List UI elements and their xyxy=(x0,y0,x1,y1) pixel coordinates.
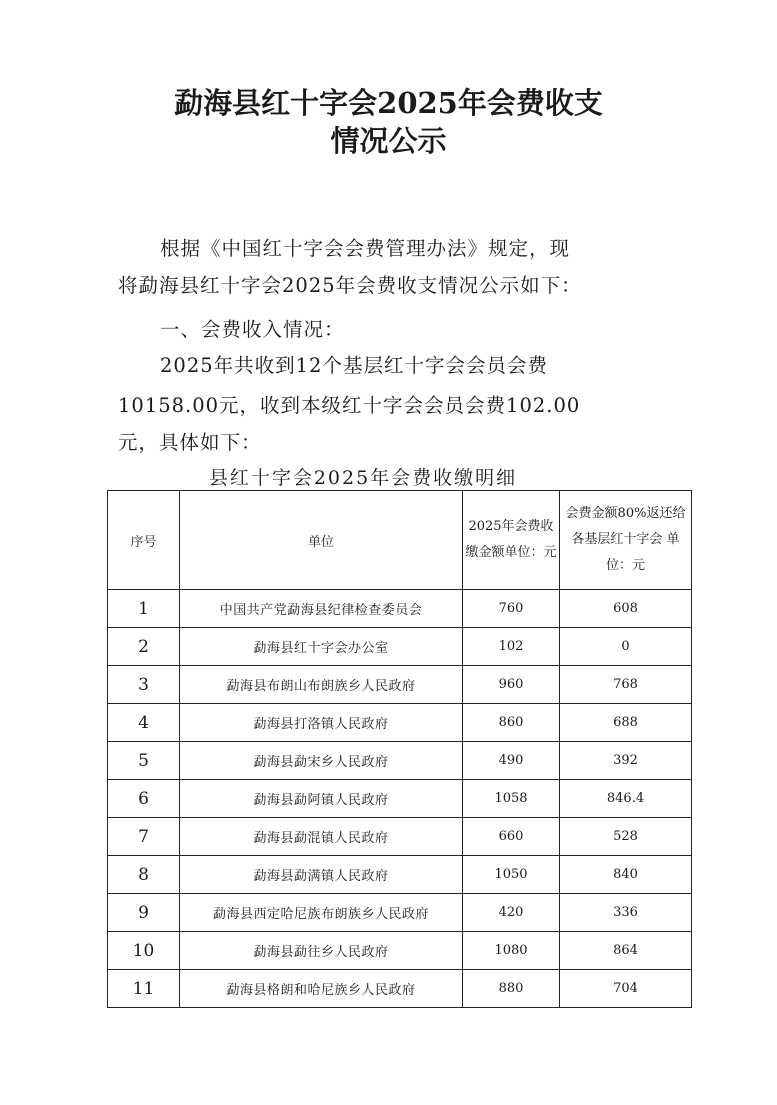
row-index: 8 xyxy=(108,856,180,894)
paragraph-line-2: 将勐海县红十字会2025年会费收支情况公示如下： xyxy=(118,274,582,297)
row-collected: 1050 xyxy=(463,856,560,894)
row-index: 2 xyxy=(108,628,180,666)
paragraph-line-3: 2025年共收到12个基层红十字会会员会费 xyxy=(160,354,548,377)
section-heading-income: 一、会费收入情况： xyxy=(160,318,345,341)
row-returned: 336 xyxy=(560,894,692,932)
row-index: 6 xyxy=(108,780,180,818)
row-index: 3 xyxy=(108,666,180,704)
table-row xyxy=(108,818,692,856)
row-unit: 中国共产党勐海县纪律检查委员会 xyxy=(180,590,463,628)
row-unit: 勐海县勐宋乡人民政府 xyxy=(180,742,463,780)
title-line-2: 情况公示 xyxy=(330,124,447,158)
row-returned: 0 xyxy=(560,628,692,666)
table-row xyxy=(108,666,692,704)
row-index: 4 xyxy=(108,704,180,742)
row-returned: 688 xyxy=(560,704,692,742)
row-returned: 846.4 xyxy=(560,780,692,818)
row-index: 10 xyxy=(108,932,180,970)
table-row xyxy=(108,894,692,932)
paragraph-line-1: 根据《中国红十字会会费管理办法》规定，现 xyxy=(160,237,571,260)
row-returned: 608 xyxy=(560,590,692,628)
row-collected: 420 xyxy=(463,894,560,932)
table-row xyxy=(108,742,692,780)
row-index: 11 xyxy=(108,970,180,1008)
row-collected: 760 xyxy=(463,590,560,628)
row-unit: 勐海县布朗山布朗族乡人民政府 xyxy=(180,666,463,704)
row-index: 1 xyxy=(108,590,180,628)
row-unit: 勐海县勐满镇人民政府 xyxy=(180,856,463,894)
row-unit: 勐海县打洛镇人民政府 xyxy=(180,704,463,742)
header-collected: 2025年会费收缴金额单位：元 xyxy=(463,491,560,590)
table-row xyxy=(108,970,692,1008)
row-collected: 960 xyxy=(463,666,560,704)
row-returned: 768 xyxy=(560,666,692,704)
row-collected: 102 xyxy=(463,628,560,666)
fee-table xyxy=(107,490,692,1008)
document-title xyxy=(0,84,777,160)
paragraph-line-4: 10158.00元，收到本级红十字会会员会费102.00 xyxy=(118,394,581,417)
table-row xyxy=(108,628,692,666)
row-collected: 860 xyxy=(463,704,560,742)
row-unit: 勐海县西定哈尼族布朗族乡人民政府 xyxy=(180,894,463,932)
paragraph-line-5: 元，具体如下： xyxy=(118,431,262,454)
header-returned: 会费金额80%返还给各基层红十字会 单位：元 xyxy=(560,491,692,590)
table-row xyxy=(108,780,692,818)
table-caption: 县红十字会2025年会费收缴明细 xyxy=(208,467,518,489)
row-returned: 840 xyxy=(560,856,692,894)
table-row xyxy=(108,856,692,894)
row-collected: 880 xyxy=(463,970,560,1008)
row-returned: 704 xyxy=(560,970,692,1008)
row-collected: 490 xyxy=(463,742,560,780)
row-collected: 660 xyxy=(463,818,560,856)
table-row xyxy=(108,704,692,742)
table-row xyxy=(108,932,692,970)
row-index: 7 xyxy=(108,818,180,856)
row-collected: 1058 xyxy=(463,780,560,818)
header-index: 序号 xyxy=(108,491,180,590)
row-index: 5 xyxy=(108,742,180,780)
table-header-row xyxy=(108,491,692,590)
title-line-1: 勐海县红十字会2025年会费收支 xyxy=(174,86,603,120)
header-unit: 单位 xyxy=(180,491,463,590)
row-unit: 勐海县勐混镇人民政府 xyxy=(180,818,463,856)
row-unit: 勐海县红十字会办公室 xyxy=(180,628,463,666)
row-index: 9 xyxy=(108,894,180,932)
row-collected: 1080 xyxy=(463,932,560,970)
row-returned: 392 xyxy=(560,742,692,780)
row-unit: 勐海县勐阿镇人民政府 xyxy=(180,780,463,818)
row-returned: 528 xyxy=(560,818,692,856)
table-row xyxy=(108,590,692,628)
row-returned: 864 xyxy=(560,932,692,970)
row-unit: 勐海县格朗和哈尼族乡人民政府 xyxy=(180,970,463,1008)
row-unit: 勐海县勐往乡人民政府 xyxy=(180,932,463,970)
